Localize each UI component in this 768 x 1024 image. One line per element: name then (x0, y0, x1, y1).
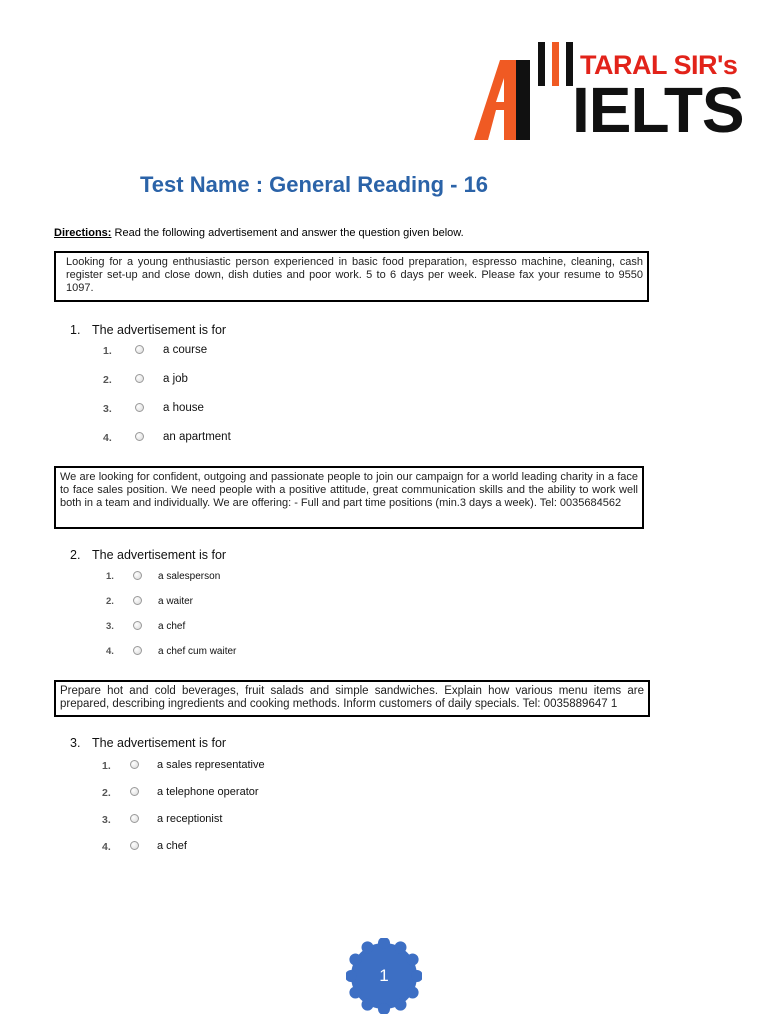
option-text: a chef (157, 840, 187, 852)
radio-button[interactable] (135, 345, 144, 354)
radio-button[interactable] (133, 646, 142, 655)
advertisement-box-3: Prepare hot and cold beverages, fruit salads and simple sandwiches. Explain how various menu items are prepared, describing ingredients and cooking methods. Inform customers of daily specials. Tel: 0035889647 1 (54, 680, 650, 717)
page-number-badge (346, 938, 422, 1014)
option-text: a chef cum waiter (158, 646, 237, 657)
option-row[interactable] (0, 595, 768, 611)
option-text: a waiter (158, 596, 194, 607)
option-text: a job (163, 373, 188, 385)
option-number: 1. (103, 345, 112, 357)
question-text: The advertisement is for (92, 736, 227, 750)
radio-button[interactable] (135, 374, 144, 383)
option-row[interactable] (0, 786, 768, 802)
question-number: 3. (70, 736, 81, 750)
option-number: 3. (102, 814, 111, 826)
question-text: The advertisement is for (92, 548, 227, 562)
option-text: a chef (158, 621, 186, 632)
option-row[interactable] (0, 401, 768, 419)
option-row[interactable] (0, 372, 768, 390)
logo (470, 40, 744, 146)
option-text: a salesperson (158, 571, 221, 582)
question-3 (70, 736, 226, 750)
logo-mark-icon (470, 40, 580, 145)
option-number: 4. (103, 432, 112, 444)
advertisement-box-2: We are looking for confident, outgoing and passionate people to join our campaign for a world leading charity in a face to face sales position. We need people with a positive attitude, great communication skills and the ability to work well both in a team and individually. We are offering: - Full and part time positions (min.3 days a week). Tel: 0035684562 (54, 466, 644, 529)
option-number: 4. (102, 841, 111, 853)
option-row[interactable] (0, 840, 768, 856)
question-text: The advertisement is for (92, 323, 227, 337)
logo-brand-top: TARAL SIR's (580, 50, 738, 80)
radio-button[interactable] (130, 814, 139, 823)
option-row[interactable] (0, 620, 768, 636)
radio-button[interactable] (130, 760, 139, 769)
option-number: 3. (103, 403, 112, 415)
option-text: a course (163, 344, 208, 356)
page-number: 1 (379, 966, 389, 985)
radio-button[interactable] (133, 571, 142, 580)
option-number: 2. (106, 596, 114, 607)
radio-button[interactable] (130, 787, 139, 796)
option-row[interactable] (0, 759, 768, 775)
radio-button[interactable] (130, 841, 139, 850)
directions-text: Read the following advertisement and answer the question given below. (111, 227, 464, 239)
option-row[interactable] (0, 430, 768, 448)
option-number: 2. (103, 374, 112, 386)
advertisement-box-1: Looking for a young enthusiastic person experienced in basic food preparation, espresso machine, cleaning, cash register set-up and close down, dish duties and poor work. 5 to 6 days per week. Please fax your resume to 9550 1097. (54, 251, 649, 302)
radio-button[interactable] (133, 596, 142, 605)
option-text: a house (163, 402, 204, 414)
option-row[interactable] (0, 645, 768, 661)
option-row[interactable] (0, 570, 768, 586)
option-text: a sales representative (157, 759, 265, 771)
option-number: 1. (106, 571, 114, 582)
option-number: 4. (106, 646, 114, 657)
option-number: 1. (102, 760, 111, 772)
question-number: 2. (70, 548, 81, 562)
radio-button[interactable] (133, 621, 142, 630)
directions-label: Directions: (54, 227, 112, 239)
option-text: an apartment (163, 431, 231, 443)
page-title: Test Name : General Reading - 16 (140, 172, 489, 197)
option-row[interactable] (0, 343, 768, 361)
option-text: a receptionist (157, 813, 223, 825)
radio-button[interactable] (135, 403, 144, 412)
radio-button[interactable] (135, 432, 144, 441)
option-row[interactable] (0, 813, 768, 829)
option-number: 2. (102, 787, 111, 799)
question-number: 1. (70, 323, 81, 337)
option-text: a telephone operator (157, 786, 259, 798)
question-2 (70, 548, 226, 562)
option-number: 3. (106, 621, 114, 632)
logo-brand-main: IELTS (572, 74, 744, 146)
question-1 (70, 323, 226, 337)
directions (54, 227, 464, 239)
